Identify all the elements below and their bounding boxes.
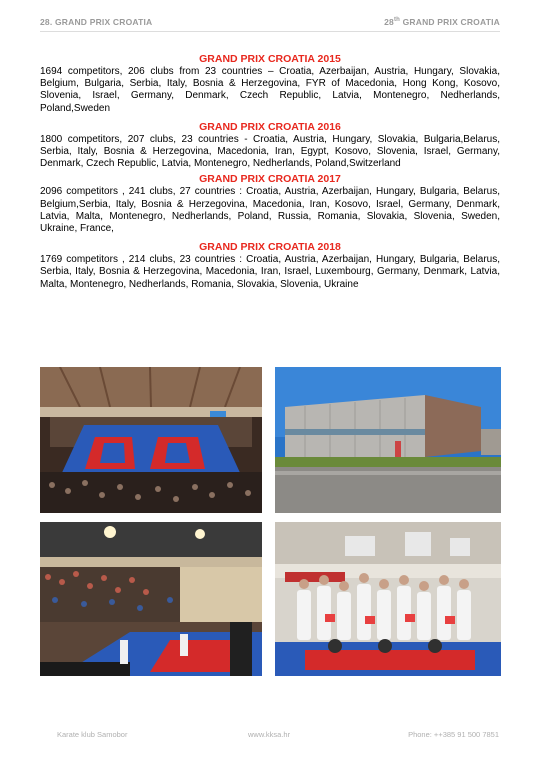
section-title: GRAND PRIX CROATIA 2018 — [199, 241, 341, 254]
header-left-title: 28. GRAND PRIX CROATIA — [40, 17, 153, 27]
photo-crowd-in-hall — [40, 522, 262, 676]
header-right-number: 28 — [384, 17, 394, 27]
photo-athletes-group — [275, 522, 501, 676]
section-2018 — [40, 241, 500, 291]
section-body: 1800 competitors, 207 clubs, 23 countries - Croatia, Austria, Hungary, Slovakia, Bulgaria,Belarus, Serbia, Italy, Bosnia & Herzegovina, Macedonia, Iran, Egypt, Kosovo, Slovenia, Israel, Germany, Denmark, Czech Republic, Latvia, Montenegro, Nedherlands, Poland,Switzerland — [40, 133, 500, 170]
section-title: GRAND PRIX CROATIA 2017 — [199, 173, 341, 186]
section-body: 2096 competitors , 241 clubs, 27 countries : Croatia, Austria, Azerbaijan, Hungary, Bulgaria, Belarus, Belgium,Serbia, Italy, Bosnia & Herzegovina, Macedonia, Iran, Kosovo, Israel, Germany, Denmark, Latvia, Malta, Montenegro, Nedherlands, Poland, Russia, Romania, Slovakia, Slovenia, Sweden, Ukraine, France, — [40, 186, 500, 235]
section-2015 — [40, 53, 500, 115]
header-right-ordinal: th — [393, 17, 401, 24]
header-right-text: GRAND PRIX CROATIA — [400, 17, 500, 27]
results-content — [40, 53, 500, 297]
section-2017 — [40, 173, 500, 235]
footer-website: www.kksa.hr — [248, 730, 291, 739]
header-divider — [40, 31, 500, 32]
section-title: GRAND PRIX CROATIA 2015 — [199, 53, 341, 65]
photo-sports-hall-exterior — [275, 367, 501, 513]
section-body: 1769 competitors , 214 clubs, 23 countries : Croatia, Austria, Azerbaijan, Hungary, Bulgaria, Belarus, Serbia, Italy, Bosnia & Herzegovina, Macedonia, Iran, Israel, Luxembourg, Germany, Denmark, Latvia, Malta, Montenegro, Nedherlands, Romania, Slovakia, Slovenia, Ukraine — [40, 254, 500, 290]
footer-phone: Phone: ++385 91 500 7851 — [408, 730, 499, 739]
section-2016 — [40, 121, 500, 171]
footer-club-name: Karate klub Samobor — [57, 730, 128, 739]
header-right-title — [384, 17, 500, 27]
section-body: 1694 competitors, 206 clubs from 23 countries – Croatia, Azerbaijan, Austria, Hungary, Slovakia, Belgium, Bulgaria, Serbia, Italy, Bosnia & Herzegovina, FYR of Macedonia, Hong Kong, Kosovo, Slovenia, Israel, Germany, Denmark, Czech Republic, Latvia, Montenegro, Nedherlands, Poland,Sweden — [40, 66, 500, 114]
section-title: GRAND PRIX CROATIA 2016 — [199, 120, 341, 133]
photo-arena-overview — [40, 367, 262, 513]
